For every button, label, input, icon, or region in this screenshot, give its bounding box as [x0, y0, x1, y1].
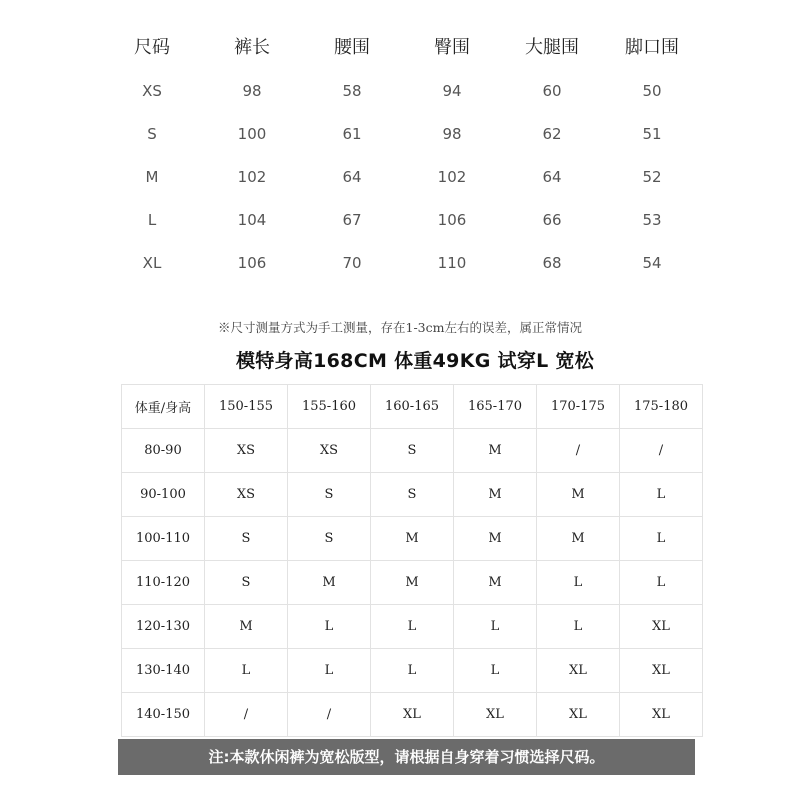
size-chart-row: [102, 242, 702, 285]
recommended-size-cell: /: [537, 429, 620, 473]
recommended-size-cell: S: [371, 429, 454, 473]
weight-range-label: 140-150: [122, 693, 205, 737]
recommended-size-cell: XS: [205, 429, 288, 473]
recommended-size-cell: S: [205, 561, 288, 605]
size-chart-cell: 68: [542, 254, 562, 272]
size-chart: [102, 25, 702, 285]
recommended-size-cell: M: [537, 473, 620, 517]
size-chart-cell: 106: [237, 254, 267, 272]
weight-range-label: 130-140: [122, 649, 205, 693]
size-chart-cell: 52: [642, 168, 662, 186]
recommended-size-cell: L: [371, 649, 454, 693]
size-chart-cell: 66: [542, 211, 562, 229]
recommended-size-cell: L: [620, 561, 703, 605]
recommended-size-cell: M: [454, 429, 537, 473]
recommendation-row: [122, 473, 703, 517]
size-chart-cell: 70: [342, 254, 362, 272]
recommendation-row: [122, 561, 703, 605]
size-chart-header: 脚口围: [625, 37, 679, 58]
recommended-size-cell: L: [537, 605, 620, 649]
recommended-size-cell: L: [454, 605, 537, 649]
size-chart-cell: 53: [642, 211, 662, 229]
size-chart-cell: 98: [442, 125, 462, 143]
size-chart-cell: 61: [342, 125, 362, 143]
recommended-size-cell: L: [371, 605, 454, 649]
size-chart-cell: 102: [437, 168, 467, 186]
size-chart-header: 尺码: [134, 37, 170, 58]
size-chart-cell: 64: [542, 168, 562, 186]
recommended-size-cell: L: [454, 649, 537, 693]
size-chart-row: [102, 113, 702, 156]
recommended-size-cell: XL: [454, 693, 537, 737]
size-chart-cell: 98: [242, 82, 262, 100]
size-chart-header: 臀围: [434, 37, 470, 58]
size-chart-cell: 51: [642, 125, 662, 143]
recommended-size-cell: M: [288, 561, 371, 605]
size-chart-cell: 104: [237, 211, 267, 229]
size-chart-cell: L: [147, 211, 157, 229]
height-range-header: 155-160: [288, 385, 371, 429]
recommended-size-cell: M: [454, 473, 537, 517]
height-range-header: 160-165: [371, 385, 454, 429]
recommended-size-cell: XL: [537, 693, 620, 737]
size-chart-cell: 64: [342, 168, 362, 186]
size-chart-cell: 110: [437, 254, 467, 272]
size-recommendation-table: [121, 384, 703, 737]
fit-notice-banner: 注:本款休闲裤为宽松版型，请根据自身穿着习惯选择尺码。: [118, 739, 695, 775]
size-chart-cell: 50: [642, 82, 662, 100]
recommended-size-cell: M: [205, 605, 288, 649]
size-chart-header: 裤长: [234, 37, 270, 58]
recommended-size-cell: /: [288, 693, 371, 737]
model-info: 模特身高168CM 体重49KG 试穿L 宽松: [235, 350, 595, 372]
recommended-size-cell: S: [371, 473, 454, 517]
weight-range-label: 110-120: [122, 561, 205, 605]
size-chart-cell: XS: [142, 82, 162, 100]
recommendation-header-row: [122, 385, 703, 429]
recommended-size-cell: S: [288, 517, 371, 561]
measurement-note: ※尺寸测量方式为手工测量，存在1-3cm左右的误差，属正常情况: [218, 320, 582, 335]
weight-range-label: 120-130: [122, 605, 205, 649]
recommended-size-cell: L: [620, 517, 703, 561]
height-range-header: 175-180: [620, 385, 703, 429]
height-range-header: 165-170: [454, 385, 537, 429]
size-chart-cell: 62: [542, 125, 562, 143]
recommended-size-cell: /: [205, 693, 288, 737]
size-chart-header-row: [102, 25, 702, 70]
recommendation-row: [122, 429, 703, 473]
recommended-size-cell: /: [620, 429, 703, 473]
recommended-size-cell: XL: [620, 649, 703, 693]
size-chart-cell: 100: [237, 125, 267, 143]
weight-range-label: 90-100: [122, 473, 205, 517]
recommended-size-cell: M: [371, 561, 454, 605]
recommended-size-cell: XS: [288, 429, 371, 473]
recommended-size-cell: XL: [620, 693, 703, 737]
size-chart-cell: 54: [642, 254, 662, 272]
recommended-size-cell: XL: [537, 649, 620, 693]
recommended-size-cell: S: [205, 517, 288, 561]
weight-height-corner-label: 体重/身高: [122, 385, 205, 429]
size-chart-cell: XL: [142, 254, 162, 272]
recommended-size-cell: L: [205, 649, 288, 693]
recommended-size-cell: L: [537, 561, 620, 605]
recommended-size-cell: L: [288, 649, 371, 693]
size-chart-header: 大腿围: [525, 37, 579, 58]
recommended-size-cell: L: [288, 605, 371, 649]
recommendation-row: [122, 693, 703, 737]
weight-range-label: 80-90: [122, 429, 205, 473]
height-range-header: 150-155: [205, 385, 288, 429]
size-chart-row: [102, 156, 702, 199]
size-chart-cell: 60: [542, 82, 562, 100]
size-chart-cell: S: [147, 125, 157, 143]
size-chart-cell: M: [145, 168, 159, 186]
size-chart-row: [102, 199, 702, 242]
recommended-size-cell: M: [371, 517, 454, 561]
recommended-size-cell: S: [288, 473, 371, 517]
recommended-size-cell: M: [454, 561, 537, 605]
size-chart-row: [102, 70, 702, 113]
size-chart-cell: 58: [342, 82, 362, 100]
recommended-size-cell: L: [620, 473, 703, 517]
size-chart-header: 腰围: [334, 37, 370, 58]
size-chart-cell: 102: [237, 168, 267, 186]
recommended-size-cell: XL: [371, 693, 454, 737]
size-chart-cell: 106: [437, 211, 467, 229]
recommended-size-cell: XL: [620, 605, 703, 649]
recommendation-row: [122, 517, 703, 561]
recommended-size-cell: XS: [205, 473, 288, 517]
recommended-size-cell: M: [454, 517, 537, 561]
recommendation-row: [122, 649, 703, 693]
recommended-size-cell: M: [537, 517, 620, 561]
size-chart-cell: 67: [342, 211, 362, 229]
height-range-header: 170-175: [537, 385, 620, 429]
recommendation-row: [122, 605, 703, 649]
weight-range-label: 100-110: [122, 517, 205, 561]
size-chart-cell: 94: [442, 82, 462, 100]
